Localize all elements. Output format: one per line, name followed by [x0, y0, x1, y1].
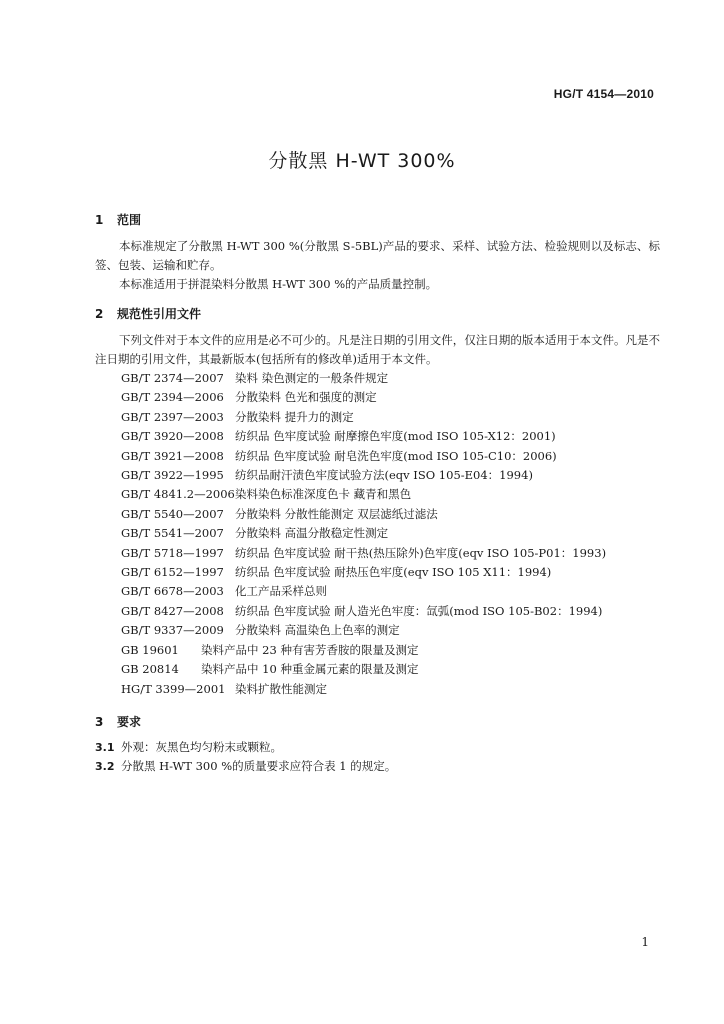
- reference-title: 分散染料 高温染色上色率的测定: [235, 623, 400, 638]
- reference-item: [121, 680, 681, 699]
- references-intro: 下列文件对于本文件的应用是必不可少的。凡是注日期的引用文件，仅注日期的版本适用于本文件。凡是不注日期的引用文件，其最新版本(包括所有的修改单)适用于本文件。: [95, 333, 660, 366]
- reference-title: 纺织品 色牢度试验 耐干热(热压除外)色牢度(eqv ISO 105-P01：1993): [235, 545, 607, 560]
- section-title: 范围: [117, 213, 142, 227]
- reference-item: [121, 427, 681, 446]
- section-heading-scope: [95, 211, 141, 228]
- reference-item: [121, 369, 681, 388]
- reference-item: [121, 447, 681, 466]
- reference-code: GB/T 5541—2007: [121, 526, 224, 541]
- requirement-item: [95, 757, 660, 776]
- requirement-number: 3.2: [95, 760, 115, 773]
- reference-title: 分散染料 色光和强度的测定: [235, 390, 377, 405]
- section-heading-normative-references: [95, 305, 201, 322]
- requirement-item: [95, 738, 660, 757]
- reference-code: GB/T 6152—1997: [121, 565, 224, 580]
- section-number: 3: [95, 715, 104, 729]
- reference-title: 染料染色标准深度色卡 藏青和黑色: [235, 487, 412, 502]
- reference-code: GB/T 9337—2009: [121, 623, 224, 638]
- reference-code: GB/T 2374—2007: [121, 371, 224, 385]
- reference-title: 纺织品 色牢度试验 耐人造光色牢度：氙弧(mod ISO 105-B02：1994): [235, 603, 603, 618]
- reference-title: 纺织品耐汗渍色牢度试验方法(eqv ISO 105-E04：1994): [235, 468, 533, 483]
- reference-item: [121, 621, 681, 640]
- scope-applicability: 本标准适用于拼混染料分散黑 H-WT 300 %的产品质量控制。: [119, 277, 438, 291]
- reference-title: 化工产品采样总则: [235, 584, 327, 599]
- section-number: 2: [95, 307, 104, 321]
- reference-title: 分散染料 提升力的测定: [235, 409, 354, 424]
- section-number: 1: [95, 213, 104, 227]
- reference-item: [121, 505, 681, 524]
- reference-title: 染料产品中 10 种重金属元素的限量及测定: [201, 662, 419, 677]
- reference-code: GB/T 3921—2008: [121, 448, 224, 463]
- reference-title: 纺织品 色牢度试验 耐皂洗色牢度(mod ISO 105-C10：2006): [235, 448, 557, 463]
- reference-code: GB/T 2394—2006: [121, 390, 224, 405]
- reference-code: GB/T 5540—2007: [121, 506, 224, 521]
- reference-code: GB/T 2397—2003: [121, 409, 224, 424]
- reference-code: GB/T 5718—1997: [121, 545, 224, 560]
- standard-code: HG/T 4154—2010: [553, 87, 654, 101]
- requirement-text: 外观：灰黑色均匀粉末或颗粒。: [121, 740, 282, 754]
- reference-item: [121, 602, 681, 621]
- reference-item: [121, 544, 681, 563]
- reference-item: [121, 582, 681, 601]
- reference-item: [121, 563, 681, 582]
- reference-item: [121, 641, 681, 660]
- reference-code: GB 20814: [121, 662, 179, 677]
- reference-code: GB 19601: [121, 642, 179, 657]
- reference-item: [121, 408, 681, 427]
- reference-item: [121, 660, 681, 679]
- reference-item: [121, 485, 681, 504]
- reference-title: 染料扩散性能测定: [235, 681, 327, 696]
- reference-item: [121, 466, 681, 485]
- reference-code: HG/T 3399—2001: [121, 681, 226, 696]
- document-title: 分散黑 H-WT 300%: [268, 150, 456, 172]
- section-title: 规范性引用文件: [117, 307, 202, 321]
- reference-title: 染料 染色测定的一般条件规定: [235, 371, 389, 385]
- reference-code: GB/T 4841.2—2006: [121, 487, 235, 502]
- requirement-text: 分散黑 H-WT 300 %的质量要求应符合表 1 的规定。: [121, 759, 397, 773]
- reference-title: 纺织品 色牢度试验 耐摩擦色牢度(mod ISO 105-X12：2001): [235, 429, 556, 444]
- reference-item: [121, 388, 681, 407]
- requirement-number: 3.1: [95, 741, 115, 754]
- reference-code: GB/T 3922—1995: [121, 468, 224, 483]
- reference-title: 纺织品 色牢度试验 耐热压色牢度(eqv ISO 105 X11：1994): [235, 565, 552, 580]
- reference-title: 分散染料 高温分散稳定性测定: [235, 526, 389, 541]
- reference-item: [121, 524, 681, 543]
- reference-code: GB/T 6678—2003: [121, 584, 224, 599]
- section-title: 要求: [117, 715, 142, 729]
- scope-paragraph: 本标准规定了分散黑 H-WT 300 %(分散黑 S-5BL)产品的要求、采样、试验方法、检验规则以及标志、标签、包装、运输和贮存。: [95, 239, 660, 272]
- page-number: 1: [641, 935, 649, 949]
- reference-title: 染料产品中 23 种有害芳香胺的限量及测定: [201, 642, 419, 657]
- reference-list: [121, 369, 681, 699]
- reference-code: GB/T 3920—2008: [121, 429, 224, 444]
- reference-title: 分散染料 分散性能测定 双层滤纸过滤法: [235, 506, 438, 521]
- section-heading-requirements: [95, 713, 141, 730]
- reference-code: GB/T 8427—2008: [121, 603, 224, 618]
